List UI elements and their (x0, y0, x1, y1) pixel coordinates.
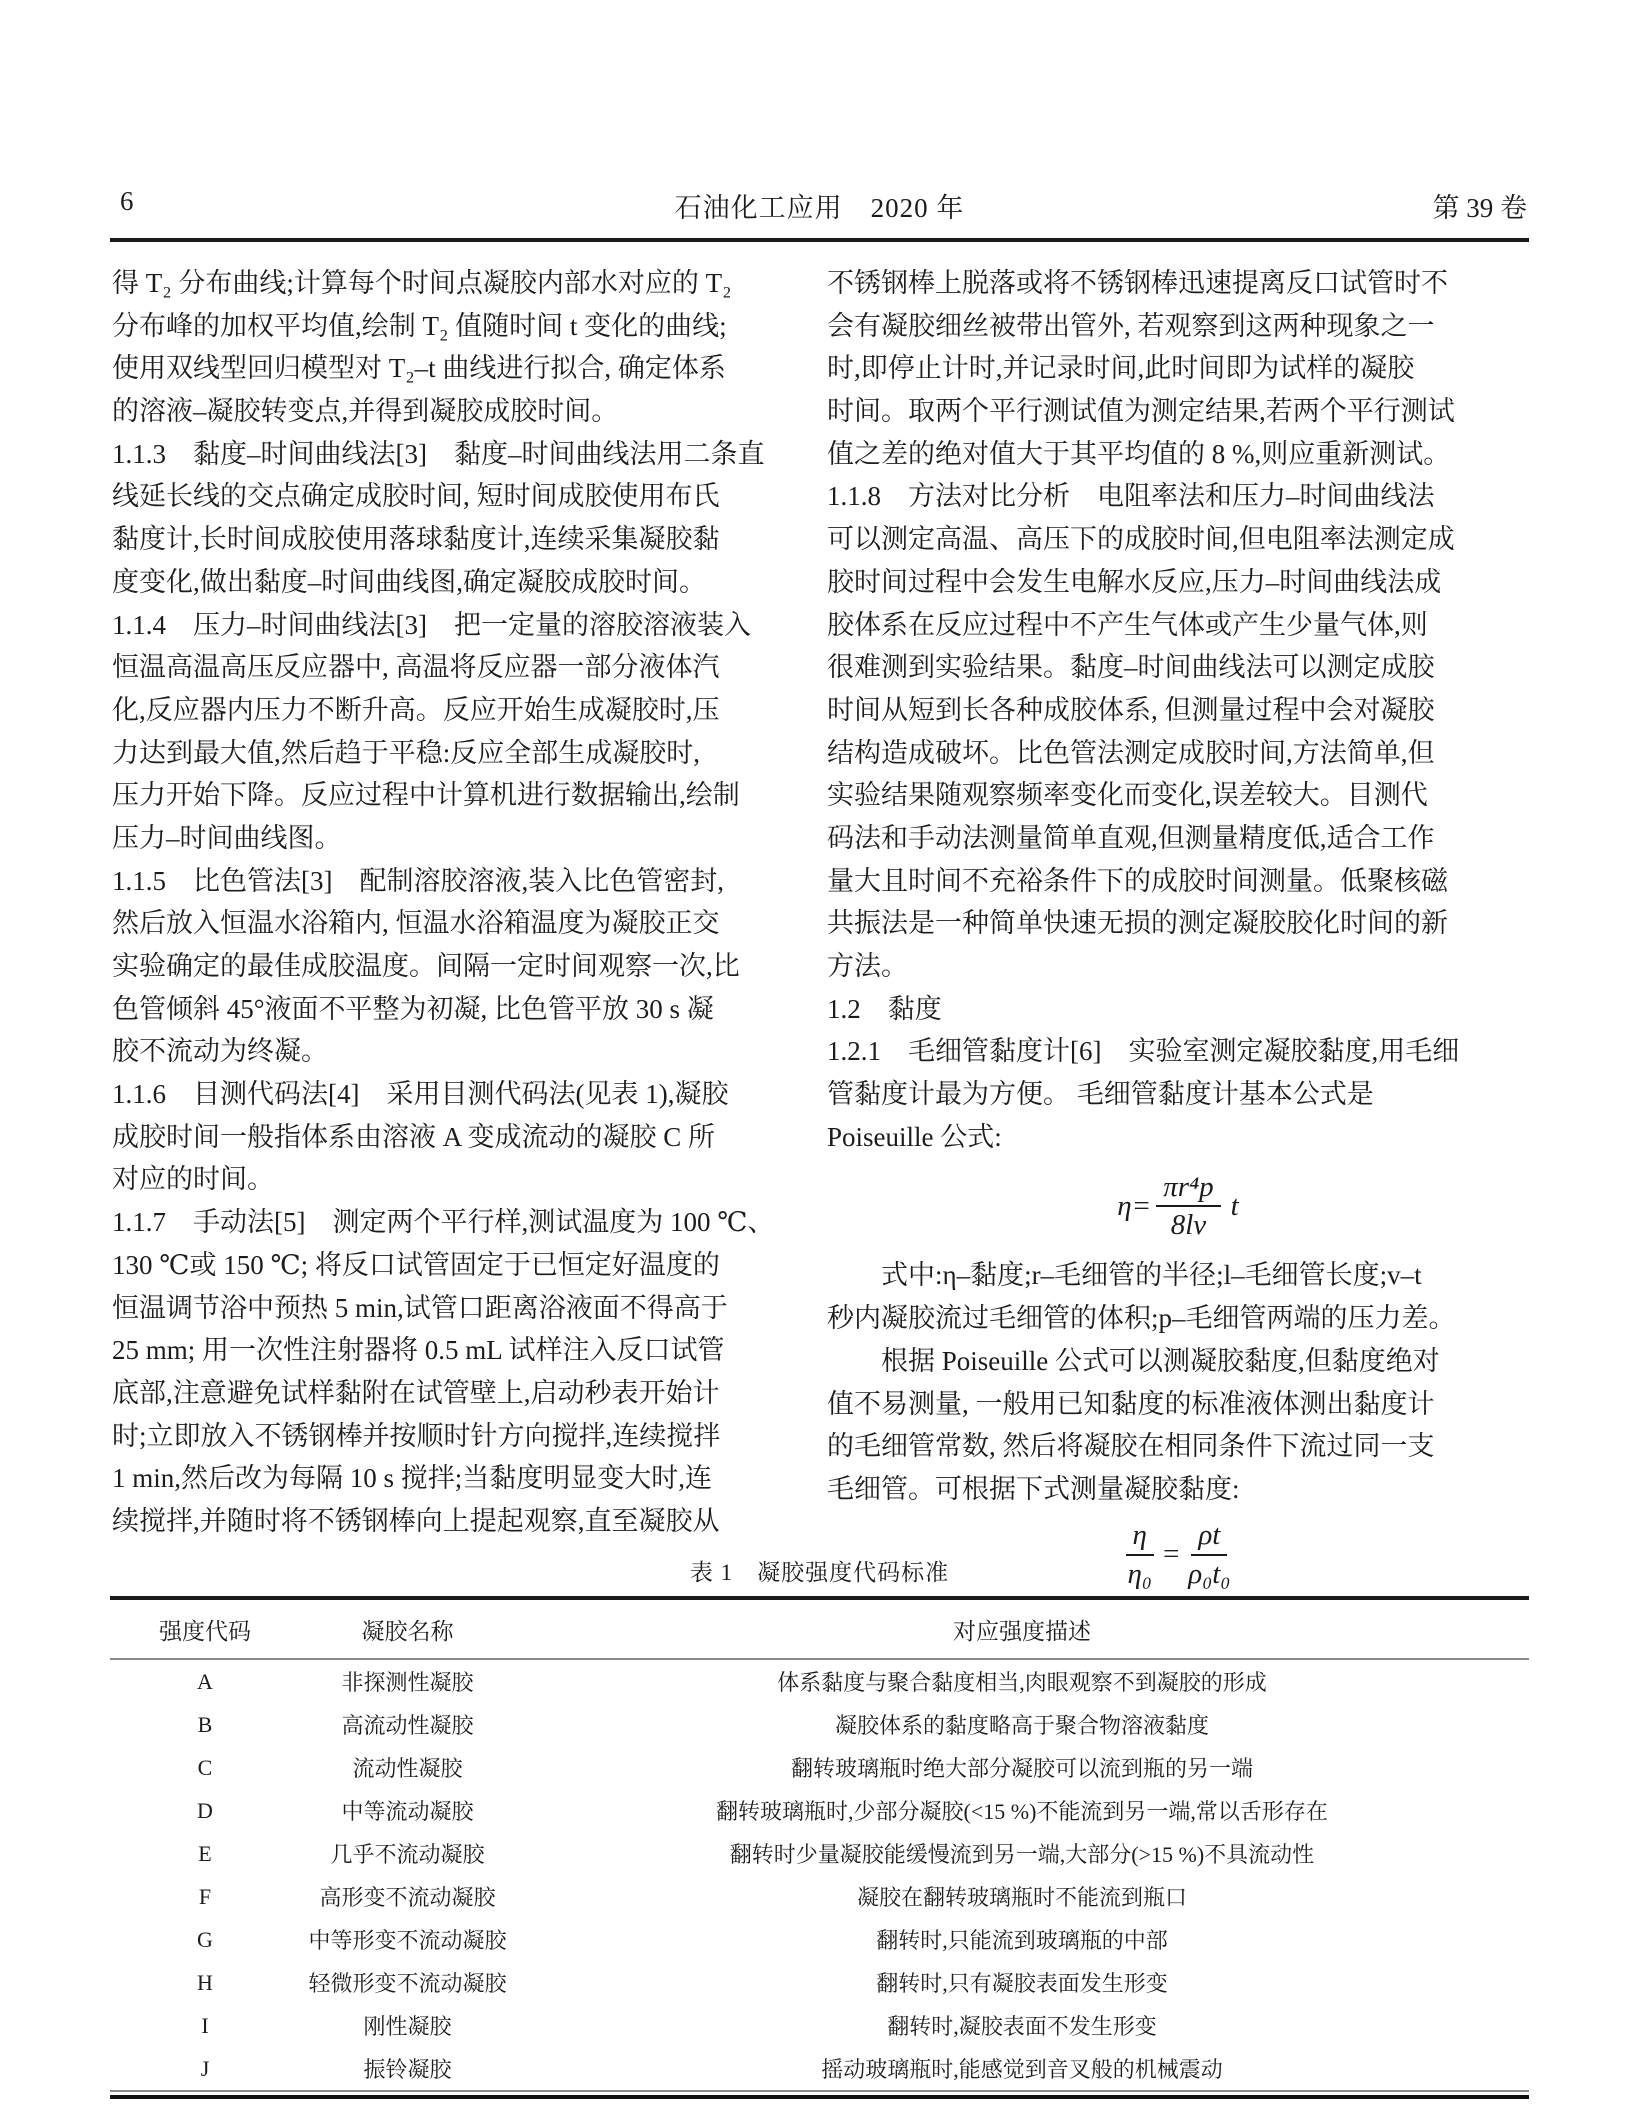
text-line: 1.1.6 目测代码法[4] 采用目测代码法(见表 1),凝胶 (112, 1079, 729, 1110)
text-line: 1 min,然后改为每隔 10 s 搅拌;当黏度明显变大时,连 (112, 1463, 713, 1494)
header-strength-description: 对应强度描述 (953, 1618, 1091, 1644)
text-line: 码法和手动法测量简单直观,但测量精度低,适合工作 (827, 822, 1435, 853)
formula1-numerator: πr⁴p (1156, 1171, 1220, 1207)
cell-strength-code: D (197, 1797, 213, 1823)
cell-strength-description: 翻转玻璃瓶时,少部分凝胶(<15 %)不能流到另一端,常以舌形存在 (716, 1799, 1328, 1824)
text-line: 值不易测量, 一般用已知黏度的标准液体测出黏度计 (827, 1388, 1435, 1419)
cell-gel-name: 中等形变不流动凝胶 (308, 1928, 507, 1953)
cell-gel-name: 非探测性凝胶 (341, 1670, 474, 1695)
cell-strength-code: F (198, 1883, 212, 1909)
table-row (110, 2004, 1529, 2047)
cell-gel-name: 振铃凝胶 (363, 2057, 452, 2082)
text-line: 黏度计,长时间成胶使用落球黏度计,连续采集凝胶黏 (112, 524, 720, 555)
text-line: 色管倾斜 45°液面不平整为初凝, 比色管平放 30 s 凝 (112, 993, 714, 1024)
cell-gel-name: 刚性凝胶 (363, 2014, 452, 2039)
text-line: 恒温调节浴中预热 5 min,试管口距离浴液面不得高于 (112, 1292, 728, 1323)
cell-gel-name: 中等流动凝胶 (341, 1799, 474, 1824)
text-line: 时间。取两个平行测试值为测定结果,若两个平行测试 (827, 396, 1455, 427)
cell-gel-name: 轻微形变不流动凝胶 (308, 1971, 507, 1996)
cell-gel-name: 高形变不流动凝胶 (319, 1885, 496, 1910)
journal-title: 石油化工应用 2020 年 (674, 193, 965, 223)
cell-strength-description: 翻转时,只有凝胶表面发生形变 (876, 1971, 1168, 1996)
cell-strength-description: 体系黏度与聚合黏度相当,肉眼观察不到凝胶的形成 (777, 1670, 1267, 1695)
text-line: 式中:η–黏度;r–毛细管的半径;l–毛细管长度;v–t (827, 1260, 1422, 1291)
text-line: 胶时间过程中会发生电解水反应,压力–时间曲线法成 (827, 566, 1442, 597)
cell-strength-code: E (198, 1840, 212, 1866)
page-header (110, 186, 1529, 223)
equals-sign: = (1162, 1538, 1180, 1571)
table-row (110, 2047, 1529, 2090)
formula2-right-numerator: ρt (1191, 1519, 1227, 1555)
table-bottom-rule (110, 2090, 1529, 2099)
text-line: 秒内凝胶流过毛细管的体积;p–毛细管两端的压力差。 (827, 1303, 1456, 1334)
right-column (827, 262, 1529, 1599)
formula2-left-denominator: η₀ (1127, 1557, 1152, 1590)
cell-strength-code: A (197, 1668, 213, 1694)
formula1-lhs: η= (1117, 1190, 1152, 1223)
text-line: 可以测定高温、高压下的成胶时间,但电阻率法测定成 (827, 524, 1455, 555)
text-line: 时间从短到长各种成胶体系, 但测量过程中会对凝胶 (827, 694, 1435, 725)
cell-gel-name: 高流动性凝胶 (341, 1713, 474, 1738)
right-column-upper-text (827, 262, 1529, 1158)
text-line: 压力开始下降。反应过程中计算机进行数据输出,绘制 (112, 780, 740, 811)
text-line: 底部,注意避免试样黏附在试管壁上,启动秒表开始计 (112, 1377, 720, 1408)
text-line: 1.2 黏度 (827, 993, 942, 1024)
text-line: 很难测到实验结果。黏度–时间曲线法可以测定成胶 (827, 652, 1435, 683)
table (110, 1596, 1529, 2099)
text-line: 130 ℃或 150 ℃; 将反口试管固定于已恒定好温度的 (112, 1249, 720, 1280)
text-line: 1.2.1 毛细管黏度计[6] 实验室测定凝胶黏度,用毛细 (827, 1036, 1460, 1067)
header-strength-code: 强度代码 (159, 1618, 251, 1644)
text-line: 共振法是一种简单快速无损的测定凝胶胶化时间的新 (827, 908, 1448, 939)
text-line: 度变化,做出黏度–时间曲线图,确定凝胶成胶时间。 (112, 566, 706, 597)
cell-strength-description: 凝胶在翻转玻璃瓶时不能流到瓶口 (856, 1885, 1187, 1910)
table-title: 表 1 凝胶强度代码标准 (689, 1560, 950, 1585)
text-line: 1.1.4 压力–时间曲线法[3] 把一定量的溶胶溶液装入 (112, 609, 751, 640)
text-line: 胶不流动为终凝。 (112, 1036, 328, 1067)
right-column-middle-text (827, 1254, 1529, 1510)
cell-strength-code: G (197, 1926, 213, 1952)
text-line: 1.1.8 方法对比分析 电阻率法和压力–时间曲线法 (827, 481, 1435, 512)
text-line: 根据 Poiseuille 公式可以测凝胶黏度,但黏度绝对 (827, 1345, 1440, 1376)
formula1-denominator: 8lv (1170, 1209, 1207, 1242)
text-line: 分布峰的加权平均值,绘制 T₂ 值随时间 t 变化的曲线; (112, 310, 727, 341)
text-line: 成胶时间一般指体系由溶液 A 变成流动的凝胶 C 所 (112, 1121, 716, 1152)
cell-strength-description: 翻转时少量凝胶能缓慢流到另一端,大部分(>15 %)不具流动性 (729, 1842, 1315, 1867)
table-row (110, 1703, 1529, 1746)
text-line: 的毛细管常数, 然后将凝胶在相同条件下流过同一支 (827, 1431, 1435, 1462)
table-row (110, 1789, 1529, 1832)
text-line: 毛细管。可根据下式测量凝胶黏度: (827, 1473, 1240, 1504)
cell-gel-name: 流动性凝胶 (352, 1756, 463, 1781)
text-line: 压力–时间曲线图。 (112, 822, 342, 853)
text-line: Poiseuille 公式: (827, 1121, 1002, 1152)
text-line: 会有凝胶细丝被带出管外, 若观察到这两种现象之一 (827, 310, 1435, 341)
cell-strength-code: B (197, 1711, 213, 1737)
text-line: 管黏度计最为方便。 毛细管黏度计基本公式是 (827, 1079, 1374, 1110)
table-row (110, 1875, 1529, 1918)
text-line: 时;立即放入不锈钢棒并按顺时针方向搅拌,连续搅拌 (112, 1420, 721, 1451)
formula1-fraction (1156, 1171, 1220, 1242)
page-number: 6 (120, 186, 134, 216)
text-line: 力达到最大值,然后趋于平稳:反应全部生成凝胶时, (112, 737, 701, 768)
text-line: 1.1.5 比色管法[3] 配制溶胶溶液,装入比色管密封, (112, 865, 724, 896)
text-line: 使用双线型回归模型对 T₂–t 曲线进行拟合, 确定体系 (112, 353, 726, 384)
gel-strength-table (110, 1558, 1529, 2099)
text-line: 胶体系在反应过程中不产生气体或产生少量气体,则 (827, 609, 1428, 640)
header-gel-name: 凝胶名称 (361, 1618, 454, 1644)
cell-strength-description: 摇动玻璃瓶时,能感觉到音叉般的机械震动 (821, 2057, 1223, 2082)
text-line: 1.1.7 手动法[5] 测定两个平行样,测试温度为 100 ℃、 (112, 1207, 775, 1238)
table-row (110, 1918, 1529, 1961)
text-line: 得 T₂ 分布曲线;计算每个时间点凝胶内部水对应的 T₂ (112, 268, 732, 298)
text-line: 线延长线的交点确定成胶时间, 短时间成胶使用布氏 (112, 481, 720, 512)
cell-gel-name: 几乎不流动凝胶 (330, 1842, 485, 1867)
text-line: 值之差的绝对值大于其平均值的 8 %,则应重新测试。 (827, 438, 1451, 469)
text-line: 时,即停止计时,并记录时间,此时间即为试样的凝胶 (827, 353, 1415, 384)
text-line: 续搅拌,并随时将不锈钢棒向上提起观察,直至凝胶从 (112, 1505, 720, 1536)
table-row (110, 1746, 1529, 1789)
cell-strength-code: I (201, 2012, 209, 2038)
table-row (110, 1660, 1529, 1703)
table-row (110, 1961, 1529, 2004)
formula1-rhs: t (1230, 1190, 1239, 1223)
header-rule (110, 238, 1529, 242)
cell-strength-description: 凝胶体系的黏度略高于聚合物溶液黏度 (834, 1713, 1209, 1738)
text-line: 不锈钢棒上脱落或将不锈钢棒迅速提离反口试管时不 (827, 268, 1448, 298)
text-line: 化,反应器内压力不断升高。反应开始生成凝胶时,压 (112, 694, 720, 725)
text-line: 方法。 (827, 951, 908, 981)
cell-strength-description: 翻转玻璃瓶时绝大部分凝胶可以流到瓶的另一端 (790, 1756, 1253, 1781)
text-line: 量大且时间不充裕条件下的成胶时间测量。低聚核磁 (827, 865, 1448, 896)
formula2-right-denominator: ρ₀t₀ (1188, 1557, 1231, 1590)
text-line: 实验结果随观察频率变化而变化,误差较大。目测代 (827, 780, 1428, 811)
text-line: 结构造成破坏。比色管法测定成胶时间,方法简单,但 (827, 737, 1435, 768)
text-line: 的溶液–凝胶转变点,并得到凝胶成胶时间。 (112, 396, 619, 427)
formula2-left-numerator: η (1126, 1519, 1154, 1555)
text-line: 然后放入恒温水浴箱内, 恒温水浴箱温度为凝胶正交 (112, 908, 720, 939)
cell-strength-description: 翻转时,只能流到玻璃瓶的中部 (876, 1928, 1168, 1953)
poiseuille-formula (827, 1158, 1529, 1254)
text-line: 25 mm; 用一次性注射器将 0.5 mL 试样注入反口试管 (112, 1335, 725, 1366)
volume-label: 第 39 卷 (1432, 193, 1527, 223)
text-line: 对应的时间。 (112, 1164, 274, 1195)
text-line: 实验确定的最佳成胶温度。间隔一定时间观察一次,比 (112, 951, 740, 981)
table-header-row (110, 1600, 1529, 1660)
text-line: 恒温高温高压反应器中, 高温将反应器一部分液体汽 (112, 652, 720, 683)
table-row (110, 1832, 1529, 1875)
text-line: 1.1.3 黏度–时间曲线法[3] 黏度–时间曲线法用二条直 (112, 438, 765, 469)
cell-strength-code: J (200, 2055, 210, 2081)
cell-strength-description: 翻转时,凝胶表面不发生形变 (887, 2014, 1157, 2039)
table-body (110, 1660, 1529, 2090)
cell-strength-code: H (197, 1969, 213, 1995)
cell-strength-code: C (197, 1754, 213, 1780)
left-column (112, 262, 812, 1543)
